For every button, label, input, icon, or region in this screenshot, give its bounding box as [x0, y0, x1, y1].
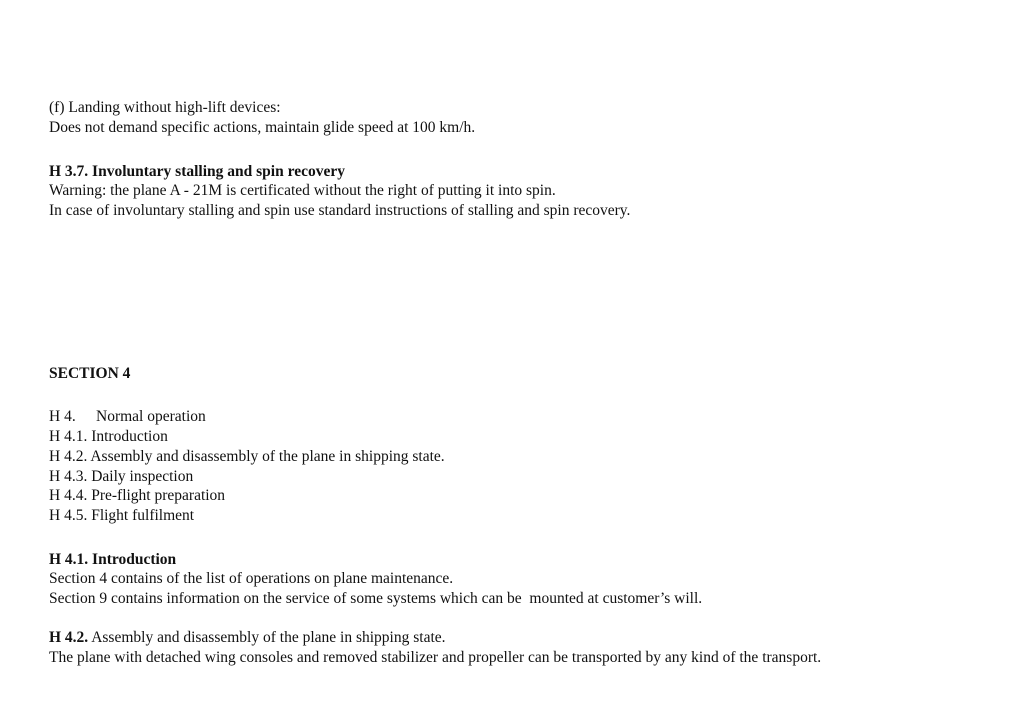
- toc-item: [49, 447, 445, 467]
- toc-item: [49, 467, 193, 487]
- toc-number: H 4.3.: [49, 468, 88, 485]
- toc-number: H 4.: [49, 408, 76, 425]
- h41-line-1: Section 4 contains of the list of operations on plane maintenance.: [49, 570, 454, 587]
- h41-line-2: Section 9 contains information on the service of some systems which can be mounted at customer’s will.: [49, 590, 703, 607]
- toc-item: [49, 486, 225, 506]
- toc-number: H 4.4.: [49, 487, 88, 504]
- toc-title: Flight fulfilment: [91, 507, 195, 524]
- h42-heading: [49, 628, 446, 648]
- h37-instructions: In case of involuntary stalling and spin use standard instructions of stalling and spin recovery.: [49, 202, 631, 219]
- h37-heading: H 3.7. Involuntary stalling and spin recovery: [49, 163, 345, 180]
- toc-item: [49, 506, 194, 526]
- toc-number: H 4.5.: [49, 507, 88, 524]
- section-4-heading: SECTION 4: [49, 365, 131, 382]
- toc-title: Daily inspection: [91, 468, 194, 485]
- toc-title: Assembly and disassembly of the plane in shipping state.: [90, 448, 445, 465]
- toc-number: H 4.2.: [49, 448, 88, 465]
- toc-number: H 4.1.: [49, 428, 88, 445]
- toc-title: Pre-flight preparation: [91, 487, 226, 504]
- toc-item: [49, 427, 168, 447]
- h42-line-1: The plane with detached wing consoles and removed stabilizer and propeller can be transported by any kind of the transport.: [49, 649, 822, 666]
- h41-heading: H 4.1. Introduction: [49, 551, 177, 568]
- h37-warning: Warning: the plane A - 21M is certificated without the right of putting it into spin.: [49, 182, 556, 199]
- toc-title: Introduction: [91, 428, 168, 445]
- h42-title: Assembly and disassembly of the plane in shipping state.: [88, 629, 446, 646]
- toc-title: Normal operation: [96, 408, 206, 425]
- h42-number: H 4.2.: [49, 629, 89, 646]
- landing-title: (f) Landing without high-lift devices:: [49, 99, 281, 116]
- toc-item: [49, 407, 206, 427]
- landing-body: Does not demand specific actions, maintain glide speed at 100 km/h.: [49, 119, 476, 136]
